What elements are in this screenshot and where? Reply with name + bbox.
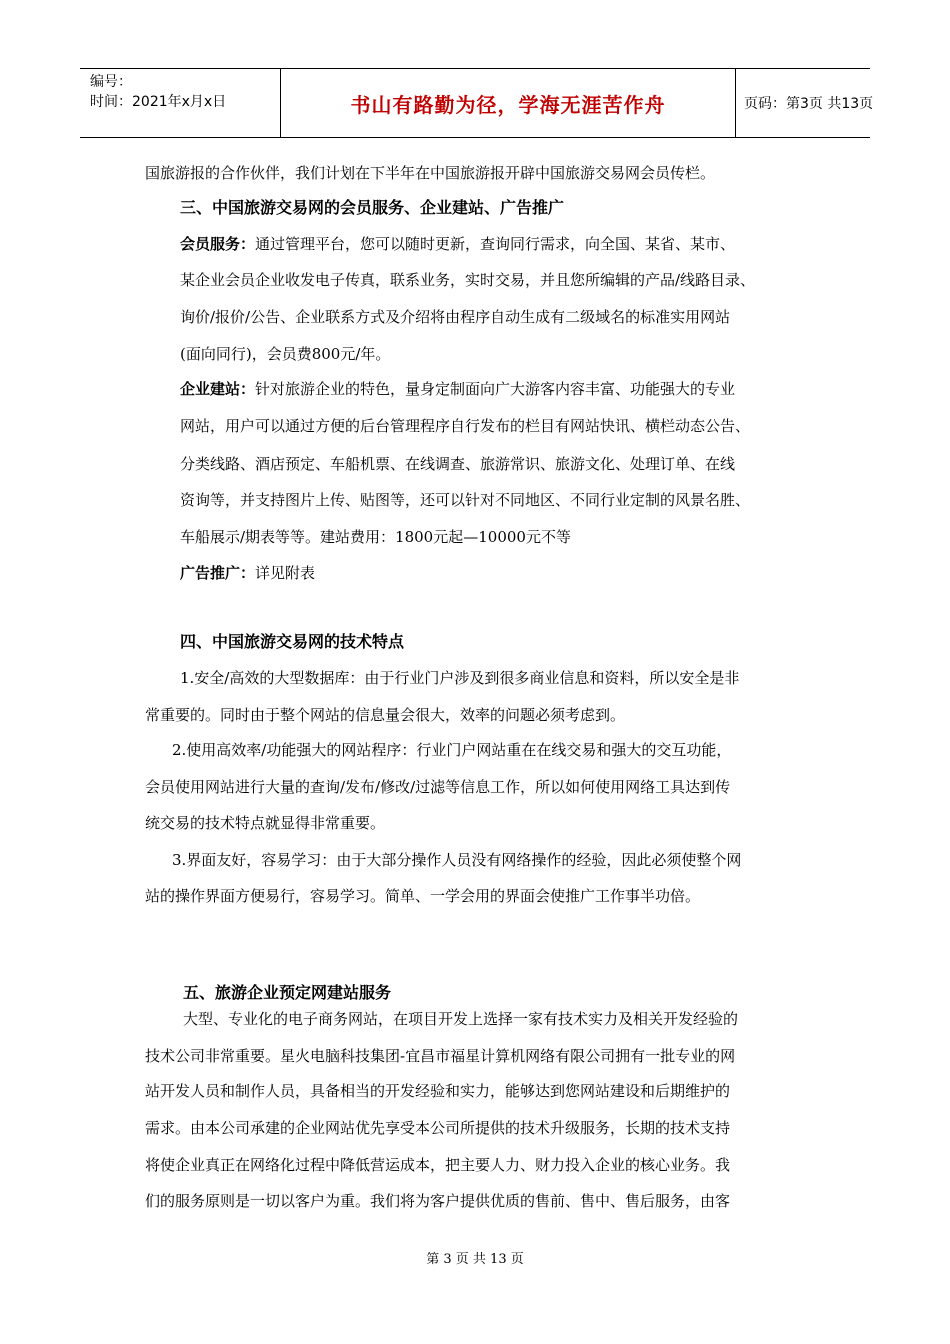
header-page-cell (736, 69, 874, 137)
paragraph-line: 统交易的技术特点就显得非常重要。 (145, 814, 386, 832)
paragraph-line: 国旅游报的合作伙伴，我们计划在下半年在中国旅游报开辟中国旅游交易网会员传栏。 (145, 164, 716, 182)
paragraph-line: 分类线路、酒店预定、车船机票、在线调查、旅游常识、旅游文化、处理订单、在线 (180, 455, 736, 473)
document-number-label: 编号： (90, 74, 132, 90)
paragraph-line: 将使企业真正在网络化过程中降低营运成本，把主要人力、财力投入企业的核心业务。我 (145, 1156, 731, 1174)
paragraph-line: 某企业会员企业收发电子传真，联系业务，实时交易，并且您所编辑的产品/线路目录、 (180, 271, 756, 289)
page-footer: 第 3 页 共 13 页 (426, 1252, 524, 1267)
paragraph-line: 2.使用高效率/功能强大的网站程序：行业门户网站重在在线交易和强大的交互功能， (172, 741, 732, 759)
site-building-text: 针对旅游企业的特色，量身定制面向广大游客内容丰富、功能强大的专业 (255, 380, 736, 398)
paragraph-line: 站的操作界面方便易行，容易学习。简单、一学会用的界面会使推广工作事半功倍。 (145, 887, 701, 905)
section-heading-4: 四、中国旅游交易网的技术特点 (180, 632, 405, 651)
header-left-cell (80, 69, 280, 137)
member-service-text: 通过管理平台，您可以随时更新，查询同行需求，向全国、某省、某市、 (255, 235, 736, 253)
document-date-label: 时间：2021年x月x日 (90, 94, 227, 110)
site-building-label: 企业建站： (180, 380, 256, 398)
paragraph-line: 需求。由本公司承建的企业网站优先享受本公司所提供的技术升级服务，长期的技术支持 (145, 1119, 731, 1137)
paragraph-line: 资询等，并支持图片上传、贴图等，还可以针对不同地区、不同行业定制的风景名胜、 (180, 491, 751, 509)
paragraph-line: (面向同行)，会员费800元/年。 (180, 345, 391, 363)
paragraph-line: 大型、专业化的电子商务网站，在项目开发上选择一家有技术实力及相关开发经验的 (183, 1010, 739, 1028)
member-service-label: 会员服务： (180, 235, 256, 253)
paragraph-line: 3.界面友好，容易学习：由于大部分操作人员没有网络操作的经验，因此必须使整个网 (172, 851, 742, 869)
ad-promotion-text: 详见附表 (255, 564, 316, 582)
section-heading-5: 五、旅游企业预定网建站服务 (183, 983, 392, 1002)
header-motto: 书山有路勤为径，学海无涯苦作舟 (350, 92, 666, 117)
paragraph-line: 们的服务原则是一切以客户为重。我们将为客户提供优质的售前、售中、售后服务，由客 (145, 1192, 731, 1210)
paragraph-line: 车船展示/期表等等。建站费用：1800元起—10000元不等 (180, 528, 571, 546)
paragraph-line: 技术公司非常重要。星火电脑科技集团-宜昌市福星计算机网络有限公司拥有一批专业的网 (145, 1047, 736, 1065)
paragraph-line (180, 379, 735, 399)
paragraph-line: 常重要的。同时由于整个网站的信息量会很大，效率的问题必须考虑到。 (145, 706, 626, 724)
section-heading-3: 三、中国旅游交易网的会员服务、企业建站、广告推广 (180, 198, 565, 217)
header-page-info: 页码：第3页 共13页 (744, 96, 874, 112)
paragraph-line: 会员使用网站进行大量的查询/发布/修改/过滤等信息工作，所以如何使用网络工具达到传 (145, 778, 731, 796)
paragraph-line: 询价/报价/公告、企业联系方式及介绍将由程序自动生成有二级域名的标准实用网站 (180, 308, 731, 326)
paragraph-line: 1.安全/高效的大型数据库：由于行业门户涉及到很多商业信息和资料，所以安全是非 (180, 669, 740, 687)
paragraph-line: 网站，用户可以通过方便的后台管理程序自行发布的栏目有网站快讯、横栏动态公告、 (180, 417, 751, 435)
paragraph-line (180, 234, 735, 254)
paragraph-line (180, 563, 315, 583)
header-motto-cell (280, 69, 736, 137)
paragraph-line: 站开发人员和制作人员，具备相当的开发经验和实力，能够达到您网站建设和后期维护的 (145, 1082, 731, 1100)
page-header (80, 68, 874, 138)
ad-promotion-label: 广告推广： (180, 564, 256, 582)
